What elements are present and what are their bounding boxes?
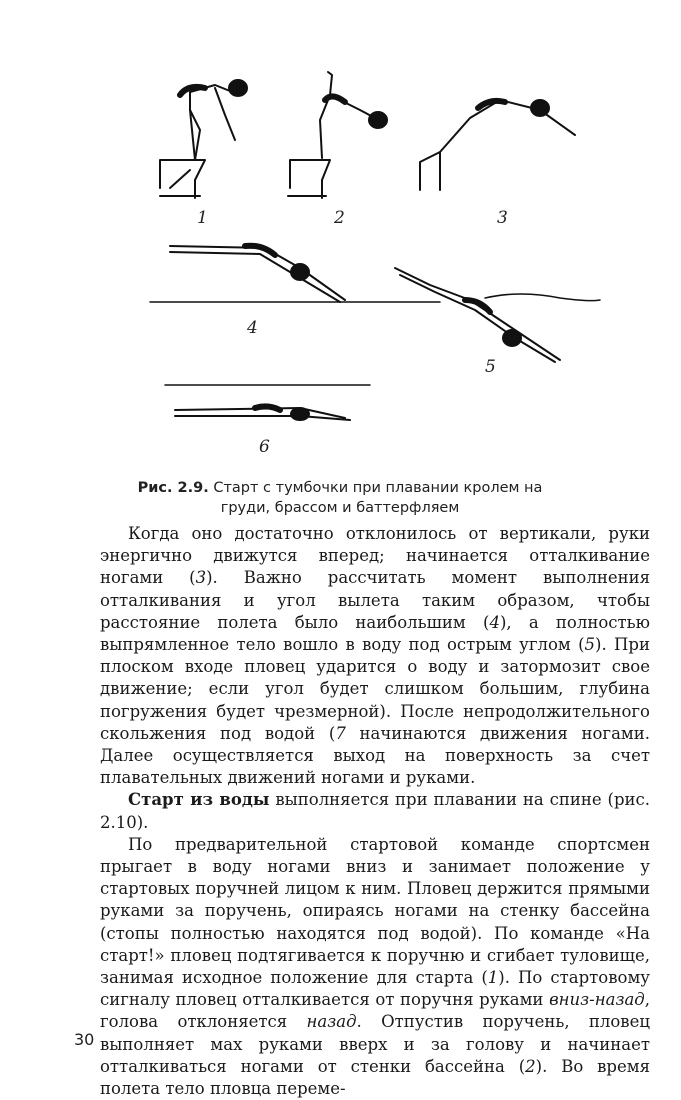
caption-text: Старт с тумбочки при плавании кролем на груди, брассом и баттерфляем xyxy=(208,480,543,516)
figure-label-2: 2 xyxy=(334,208,345,228)
paragraph-1 xyxy=(100,523,650,789)
text-run: ). Во время полета тело пловца переме- xyxy=(100,1056,650,1099)
paragraph-2-text: выполняется при плавании на спине (рис. 2.10). xyxy=(100,790,651,832)
pose-6-drawing xyxy=(165,385,370,420)
text-run: . Отпустив поручень, пловец выполняет мах руками вверх и за голову и начинает отталкиваться ногами от стенки бассейна ( xyxy=(100,1012,650,1076)
figure-caption xyxy=(120,478,560,518)
text-run: назад xyxy=(306,1012,357,1032)
text-run: ), а полностью выпрямленное тело вошло в воду под острым углом ( xyxy=(100,612,650,655)
text-run: По предварительной стартовой команде спортсмен прыгает в воду ногами вниз и занимает положение у стартовых поручней лицом к ним. Пловец держится прямыми руками за поручень, опираясь ногами на стенку бассейна (стопы полностью находятся под водой). По команде «На старт!» пловец подтягивается к поручню и сгибает туловище, занимая исходное положение для старта ( xyxy=(100,834,650,988)
text-run: Когда оно достаточно отклонилось от вертикали, руки энергично движутся вперед; начинается отталкивание ногами ( xyxy=(100,524,650,588)
body-text xyxy=(100,523,650,1100)
pose-1-drawing xyxy=(160,80,247,198)
figure-label-5: 5 xyxy=(485,357,496,377)
pose-5-drawing xyxy=(395,268,600,362)
text-run: начинаются движения ногами. Далее осуществляется выход на поверхность за счет плавательных движений ногами и руками. xyxy=(100,723,650,788)
figure-label-1: 1 xyxy=(197,208,208,228)
pose-4-drawing xyxy=(150,246,440,302)
text-run: 1 xyxy=(487,968,499,988)
text-run: 4 xyxy=(489,612,500,632)
paragraph-2 xyxy=(100,789,650,833)
paragraph-2-bold: Старт из воды xyxy=(128,790,270,810)
text-run: 7 xyxy=(335,723,346,743)
swimmer-start-illustration xyxy=(0,0,681,470)
text-run: , голова отклоняется xyxy=(100,990,650,1032)
pose-2-drawing xyxy=(288,72,387,198)
pose-3-drawing xyxy=(420,100,575,190)
text-run: 5 xyxy=(584,635,596,655)
text-run: ). При плоском входе пловец ударится о воду и затормозит свое движение; если угол будет слишком большим, глубина погружения будет чрезмерной). После непродолжительного скольжения под водой ( xyxy=(100,635,650,743)
text-run: вниз-назад xyxy=(549,990,645,1010)
paragraph-3 xyxy=(100,834,650,1100)
text-run: ). Важно рассчитать момент выполнения отталкивания и угол вылета таким образом, чтобы расстояние полета было наибольшим ( xyxy=(100,568,650,632)
text-run: 2 xyxy=(525,1056,536,1076)
figure-label-4: 4 xyxy=(247,318,258,338)
page-number: 30 xyxy=(74,1030,95,1049)
figure-2-9 xyxy=(0,0,681,470)
figure-label-3: 3 xyxy=(497,208,508,228)
text-run: 3 xyxy=(195,568,207,588)
figure-label-6: 6 xyxy=(259,437,270,457)
caption-label: Рис. 2.9. xyxy=(137,480,209,496)
text-run: ). По стартовому сигналу пловец отталкивается от поручня руками xyxy=(100,968,650,1010)
